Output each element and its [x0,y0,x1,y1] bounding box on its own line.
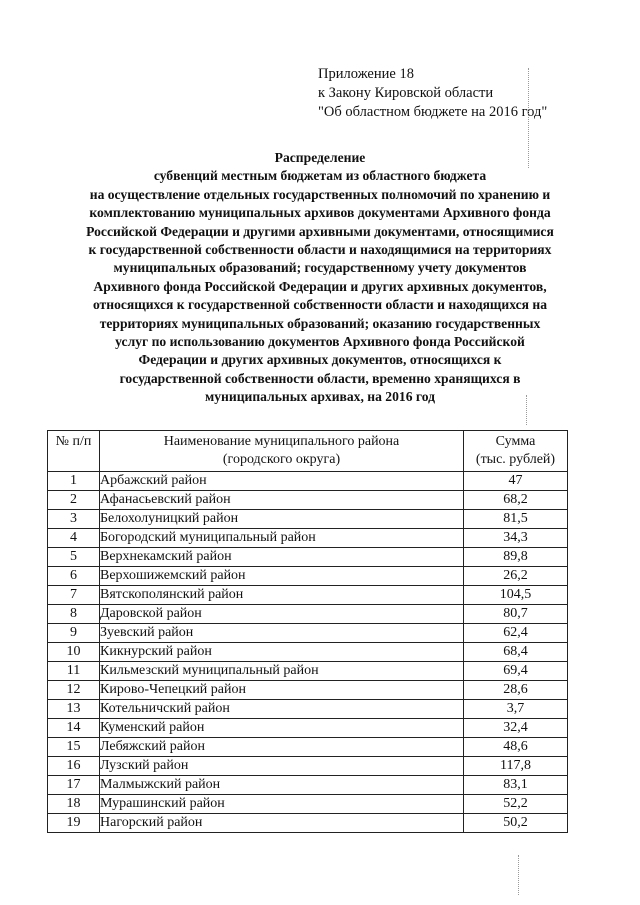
amount: 47 [464,472,568,491]
table-row [48,662,568,681]
row-number: 4 [48,529,100,548]
title-heading: Распределение [274,150,366,165]
amount: 104,5 [464,586,568,605]
title-line: Федерации и других архивных документов, относящихся к [138,352,502,368]
row-number: 15 [48,738,100,757]
amount: 68,2 [464,491,568,510]
amount: 26,2 [464,567,568,586]
amount: 68,4 [464,643,568,662]
title-line: относящихся к государственной собственности области и находящихся на [92,297,548,313]
row-number: 9 [48,624,100,643]
district-name: Мурашинский район [100,795,464,814]
row-number: 19 [48,814,100,833]
row-number: 10 [48,643,100,662]
row-number: 1 [48,472,100,491]
amount: 62,4 [464,624,568,643]
title-line: услуг по использованию документов Архивного фонда Российской [115,334,525,350]
district-name: Вятскополянский район [100,586,464,605]
header-name-line1: Наименование муниципального района [163,434,400,449]
header-sum-line2: (тыс. рублей) [475,452,556,467]
district-name: Арбажский район [100,472,464,491]
amount: 3,7 [464,700,568,719]
header-num [48,431,100,472]
district-name: Даровской район [100,605,464,624]
row-number: 14 [48,719,100,738]
row-number: 2 [48,491,100,510]
title-line: муниципальных архивах, на 2016 год [204,389,436,405]
district-name: Кикнурский район [100,643,464,662]
district-name: Лебяжский район [100,738,464,757]
district-name: Куменский район [100,719,464,738]
header-name [100,431,464,472]
district-name: Лузский район [100,757,464,776]
table-row [48,548,568,567]
district-name: Афанасьевский район [100,491,464,510]
table-row [48,491,568,510]
title-line: муниципальных образований; государственному учету документов [113,260,527,276]
district-name: Нагорский район [100,814,464,833]
amount: 83,1 [464,776,568,795]
row-number: 18 [48,795,100,814]
table-row [48,719,568,738]
amount: 69,4 [464,662,568,681]
district-name: Богородский муниципальный район [100,529,464,548]
header-sum [464,431,568,472]
district-name: Кирово-Чепецкий район [100,681,464,700]
district-name: Котельничский район [100,700,464,719]
table-row [48,605,568,624]
document-title [40,149,600,407]
table-row [48,643,568,662]
district-name: Малмыжский район [100,776,464,795]
table-row [48,795,568,814]
row-number: 11 [48,662,100,681]
district-name: Верхнекамский район [100,548,464,567]
row-number: 7 [48,586,100,605]
title-line: Российской Федерации и другими архивными документами, относящимися [86,223,554,239]
amount: 34,3 [464,529,568,548]
row-number: 8 [48,605,100,624]
table-row [48,681,568,700]
appendix-note [318,65,618,122]
table-row [48,776,568,795]
amount: 81,5 [464,510,568,529]
amount: 32,4 [464,719,568,738]
table-row [48,757,568,776]
appendix-line-1: Приложение 18 [318,66,414,82]
amount: 52,2 [464,795,568,814]
amount: 48,6 [464,738,568,757]
row-number: 5 [48,548,100,567]
amount: 89,8 [464,548,568,567]
table-row [48,738,568,757]
header-sum-line1: Сумма [495,434,536,449]
row-number: 12 [48,681,100,700]
table-row [48,567,568,586]
title-line: на осуществление отдельных государственных полномочий по хранению и [89,186,551,202]
row-number: 6 [48,567,100,586]
subvention-table [47,430,568,833]
header-name-line2: (городского округа) [222,452,341,467]
row-number: 16 [48,757,100,776]
table-row [48,814,568,833]
amount: 117,8 [464,757,568,776]
amount: 50,2 [464,814,568,833]
district-name: Кильмезский муниципальный район [100,662,464,681]
row-number: 13 [48,700,100,719]
district-name: Верхошижемский район [100,567,464,586]
title-line: государственной собственности области, временно хранящихся в [119,370,521,386]
amount: 80,7 [464,605,568,624]
title-line: Архивного фонда Российской Федерации и других архивных документов, [93,278,547,294]
table-header-row [48,431,568,472]
table-row [48,472,568,491]
table-row [48,529,568,548]
row-number: 17 [48,776,100,795]
appendix-line-3: "Об областном бюджете на 2016 год" [318,104,548,120]
district-name: Зуевский район [100,624,464,643]
table-row [48,586,568,605]
appendix-line-2: к Закону Кировской области [318,85,494,101]
scan-artifact-bottom [518,855,519,895]
table-row [48,700,568,719]
table-row [48,510,568,529]
header-num-label: № п/п [55,434,92,449]
district-name: Белохолуницкий район [100,510,464,529]
title-line: комплектованию муниципальных архивов документами Архивного фонда [89,205,551,221]
amount: 28,6 [464,681,568,700]
title-line: территориях муниципальных образований; оказанию государственных [99,315,541,331]
row-number: 3 [48,510,100,529]
title-line: субвенций местным бюджетам из областного бюджета [153,168,487,184]
title-line: к государственной собственности области и находящимися на территориях [88,242,552,258]
table-row [48,624,568,643]
